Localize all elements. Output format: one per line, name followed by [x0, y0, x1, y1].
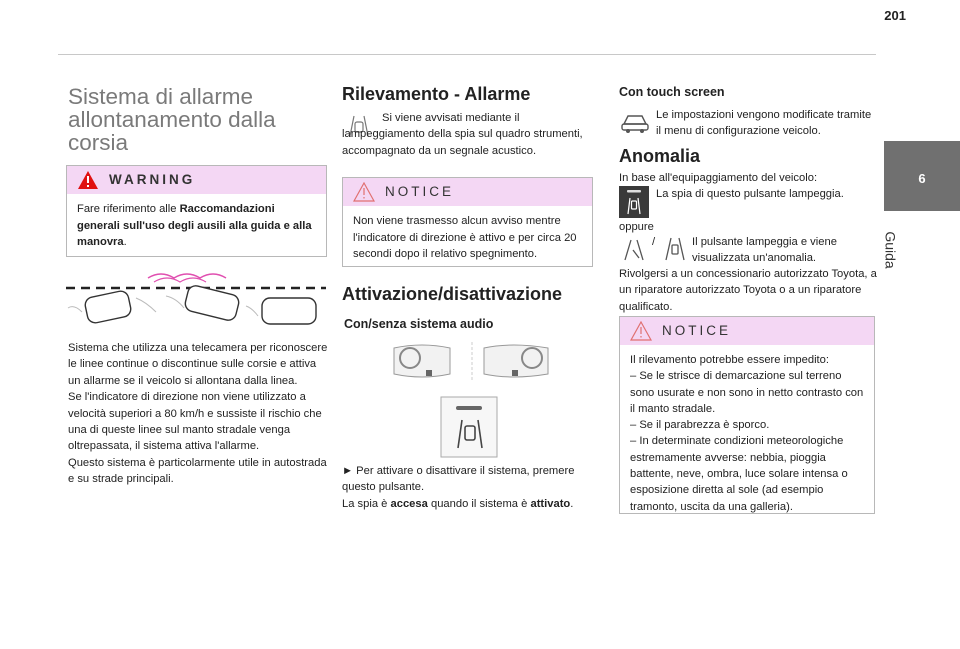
activation-title: Attivazione/disattivazione	[342, 284, 563, 304]
notice-label-1: NOTICE	[385, 184, 455, 199]
touch-screen-text: Le impostazioni vengono modificate tramite il menu di configurazione veicolo.	[656, 109, 872, 138]
activation-instruction: ► Per attivare o disattivare il sistema, premere questo pulsante.	[342, 465, 575, 494]
lane-assist-button-icon[interactable]	[440, 396, 498, 458]
page-number: 201	[884, 8, 906, 23]
header-divider	[58, 54, 876, 55]
warning-text	[67, 194, 326, 259]
warning-box	[66, 165, 327, 257]
notice-icon	[353, 182, 375, 202]
chapter-tab[interactable]	[884, 141, 960, 211]
touch-screen-title: Con touch screen	[619, 85, 725, 99]
audio-subtitle: Con/senza sistema audio	[344, 317, 494, 331]
slash-separator: /	[652, 236, 656, 248]
detection-title: Rilevamento - Allarme	[342, 84, 531, 104]
chapter-label: Guida	[882, 231, 899, 269]
status-post: .	[570, 498, 574, 510]
warning-icon	[77, 170, 99, 190]
anomaly-intro: In base all'equipaggiamento del veicolo:	[619, 172, 818, 184]
warning-text-bold: Raccomandazioni generali sull'uso degli ausili alla guida e alla manovra	[77, 203, 312, 248]
status-attivato: attivato	[530, 498, 571, 510]
notice-header-1	[343, 178, 592, 206]
status-pre: La spia è	[342, 498, 391, 510]
anomaly-option-b: Il pulsante lampeggia e viene visualizzata un'anomalia.	[692, 236, 837, 265]
chapter-label-wrap	[882, 222, 916, 282]
warning-header	[67, 166, 326, 194]
notice-box-1	[342, 177, 593, 267]
status-accesa: accesa	[390, 498, 428, 510]
anomaly-title: Anomalia	[619, 146, 701, 166]
notice-header-2	[620, 317, 874, 345]
warning-label: WARNING	[109, 172, 196, 187]
warning-text-pre: Fare riferimento alle	[77, 203, 180, 215]
chapter-number: 6	[918, 171, 926, 186]
anomaly-advice: Rivolgersi a un concessionario autorizzato Toyota, a un riparatore autorizzato Toyota o a un riparatore qualificato.	[619, 268, 877, 313]
lane-assist-button-dark-icon	[619, 186, 649, 218]
status-mid: quando il sistema è	[427, 498, 531, 510]
oppure-text: oppure	[619, 221, 654, 233]
steering-wheel-illustration	[392, 340, 552, 384]
detection-text: Si viene avvisati mediante il lampeggiamento della spia sul quadro strumenti, accompagnato da un segnale acustico.	[342, 112, 583, 157]
anomaly-option-a: La spia di questo pulsante lampeggia.	[656, 188, 844, 200]
notice-text-1: Non viene trasmesso alcun avviso mentre l'indicatore di direzione è attivo e per circa 20 secondi dopo il relativo spegnimento.	[353, 215, 577, 260]
warning-text-post: .	[123, 236, 127, 248]
notice-icon	[630, 321, 652, 341]
activation-status	[342, 496, 594, 512]
lane-line-icon	[621, 236, 647, 262]
description-text: Sistema che utilizza una telecamera per riconoscere le linee continue o discontinue sulle corsie e attiva un allarme se il veicolo si allontana dalla linea. Se l'indicatore di direzione non viene utilizzato a velocità superiori a 80 km/h e sussiste il rischio che una di queste linee sul manto stradale venga oltrepassata, il sistema attiva l'allarme. Questo sistema è particolarmente utile in autostrada e su strade principali.	[68, 342, 328, 486]
car-settings-icon	[620, 110, 650, 134]
notice-box-2	[619, 316, 875, 514]
section-title: Sistema di allarme allontanamento dalla corsia	[68, 84, 276, 155]
lane-warning-fault-icon	[662, 234, 688, 262]
notice-label-2: NOTICE	[662, 323, 732, 338]
notice-text-2: Il rilevamento potrebbe essere impedito: – Se le strisce di demarcazione sul terreno sono usurate e non sono in netto contrasto con il manto stradale. – Se il parabrezza è sporco. – In determinate condizioni meteorologiche estremamente avverse: nebbia, pioggia battente, neve, ombra, luce solare intensa o esposizione diretta al sole (ad esempio tramonto, uscita da una galleria).	[630, 354, 864, 513]
lane-departure-illustration	[66, 268, 326, 334]
